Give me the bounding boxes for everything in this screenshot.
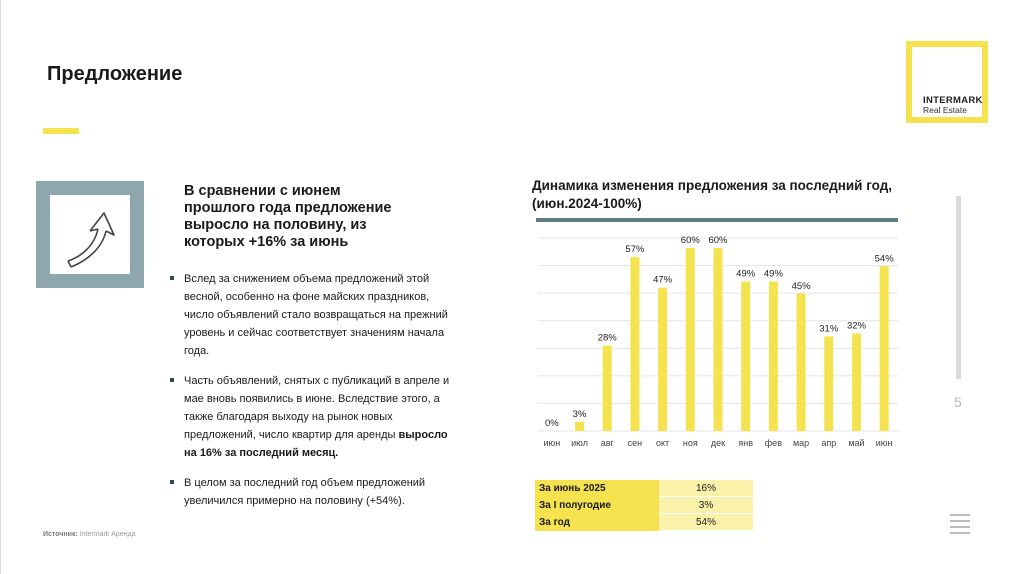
summary-label: За июнь 2025 <box>535 480 659 497</box>
bullet-item <box>168 474 458 510</box>
source-note: Источник: Intermark Аренда <box>43 531 136 538</box>
bullet-text: Вслед за снижением объема предложений этой весной, особенно на фоне майских праздников, число объявлений стало возвращаться на прежний уровень и сейчас соответствует значениям начала года. <box>184 273 448 357</box>
x-tick-label: мар <box>792 438 810 448</box>
chart-bar <box>880 266 889 431</box>
logo-brand: INTERMARK <box>923 95 983 106</box>
chart-bar <box>630 257 639 431</box>
data-label: 49% <box>763 268 783 280</box>
chart-bar <box>852 333 861 431</box>
page-title: Предложение <box>47 63 183 85</box>
chart-bar <box>575 422 584 431</box>
data-label: 0% <box>544 418 559 429</box>
data-label: 54% <box>874 253 894 265</box>
page-number: 5 <box>954 394 962 410</box>
data-label: 49% <box>736 268 756 280</box>
data-label: 45% <box>791 280 811 292</box>
bullet-text: В целом за последний год объем предложений увеличился примерно на половину (+54%). <box>184 477 426 507</box>
x-tick-label: окт <box>656 438 670 448</box>
data-label: 57% <box>625 244 645 256</box>
summary-row <box>535 497 753 514</box>
title-accent-bar <box>43 128 79 134</box>
menu-icon[interactable] <box>950 514 970 538</box>
x-tick-label: июн <box>875 438 893 448</box>
data-label: 32% <box>846 320 866 332</box>
x-tick-label: янв <box>738 438 754 448</box>
x-tick-label: фев <box>764 438 782 448</box>
bullet-list <box>168 270 458 522</box>
chart-bar <box>658 288 667 431</box>
bullet-item <box>168 270 458 360</box>
bullet-text: Часть объявлений, снятых с публикаций в апреле и мае вновь появились в июне. Вследствие этого, а также благодаря выходу на рынок новых предложений, число квартир для аренды <box>184 375 450 441</box>
bar-chart <box>532 226 902 452</box>
x-tick-label: апр <box>821 438 837 448</box>
intermark-logo <box>906 41 988 123</box>
chart-title: Динамика изменения предложения за последний год, (июн.2024-100%) <box>532 178 893 211</box>
x-tick-label: сен <box>627 438 643 448</box>
chart-bar <box>714 248 723 431</box>
logo-subtitle: Real Estate <box>923 105 967 115</box>
page-edge <box>0 0 1 574</box>
x-tick-label: июн <box>543 438 561 448</box>
bullet-item <box>168 372 458 462</box>
bullet-marker <box>170 378 174 382</box>
x-tick-label: ноя <box>682 438 698 448</box>
chart-bar <box>603 346 612 431</box>
chart-bar <box>741 282 750 431</box>
arrow-icon-frame <box>36 181 144 288</box>
chart-bar <box>797 294 806 431</box>
summary-value: 3% <box>659 497 753 514</box>
x-tick-label: май <box>848 438 865 448</box>
chart-bar <box>769 282 778 431</box>
data-label: 60% <box>708 235 728 246</box>
summary-value: 16% <box>659 480 753 497</box>
x-tick-label: июл <box>571 438 588 448</box>
chart-bar <box>686 248 695 431</box>
summary-table <box>535 480 753 531</box>
bullet-marker <box>170 276 174 280</box>
summary-row <box>535 514 753 531</box>
data-label: 28% <box>597 332 617 344</box>
summary-row <box>535 480 753 497</box>
summary-label: За I полугодие <box>535 497 659 514</box>
x-tick-label: авг <box>600 438 614 448</box>
bullet-marker <box>170 480 174 484</box>
data-label: 47% <box>653 274 673 286</box>
data-label: 3% <box>572 408 587 420</box>
chart-bar <box>824 336 833 431</box>
arrow-up-icon <box>50 195 130 274</box>
summary-label: За год <box>535 514 659 531</box>
summary-value: 54% <box>659 514 753 531</box>
chart-title-rule <box>536 218 898 222</box>
headline: В сравнении с июнем прошлого года предложение выросло на половину, из которых +16% за июнь <box>184 183 392 250</box>
x-tick-label: дек <box>710 438 726 448</box>
bullet-emphasis: выросло на 16% за последний месяц. <box>184 429 448 459</box>
data-label: 60% <box>680 235 700 246</box>
data-label: 31% <box>819 323 839 335</box>
scrollbar[interactable] <box>956 196 961 379</box>
